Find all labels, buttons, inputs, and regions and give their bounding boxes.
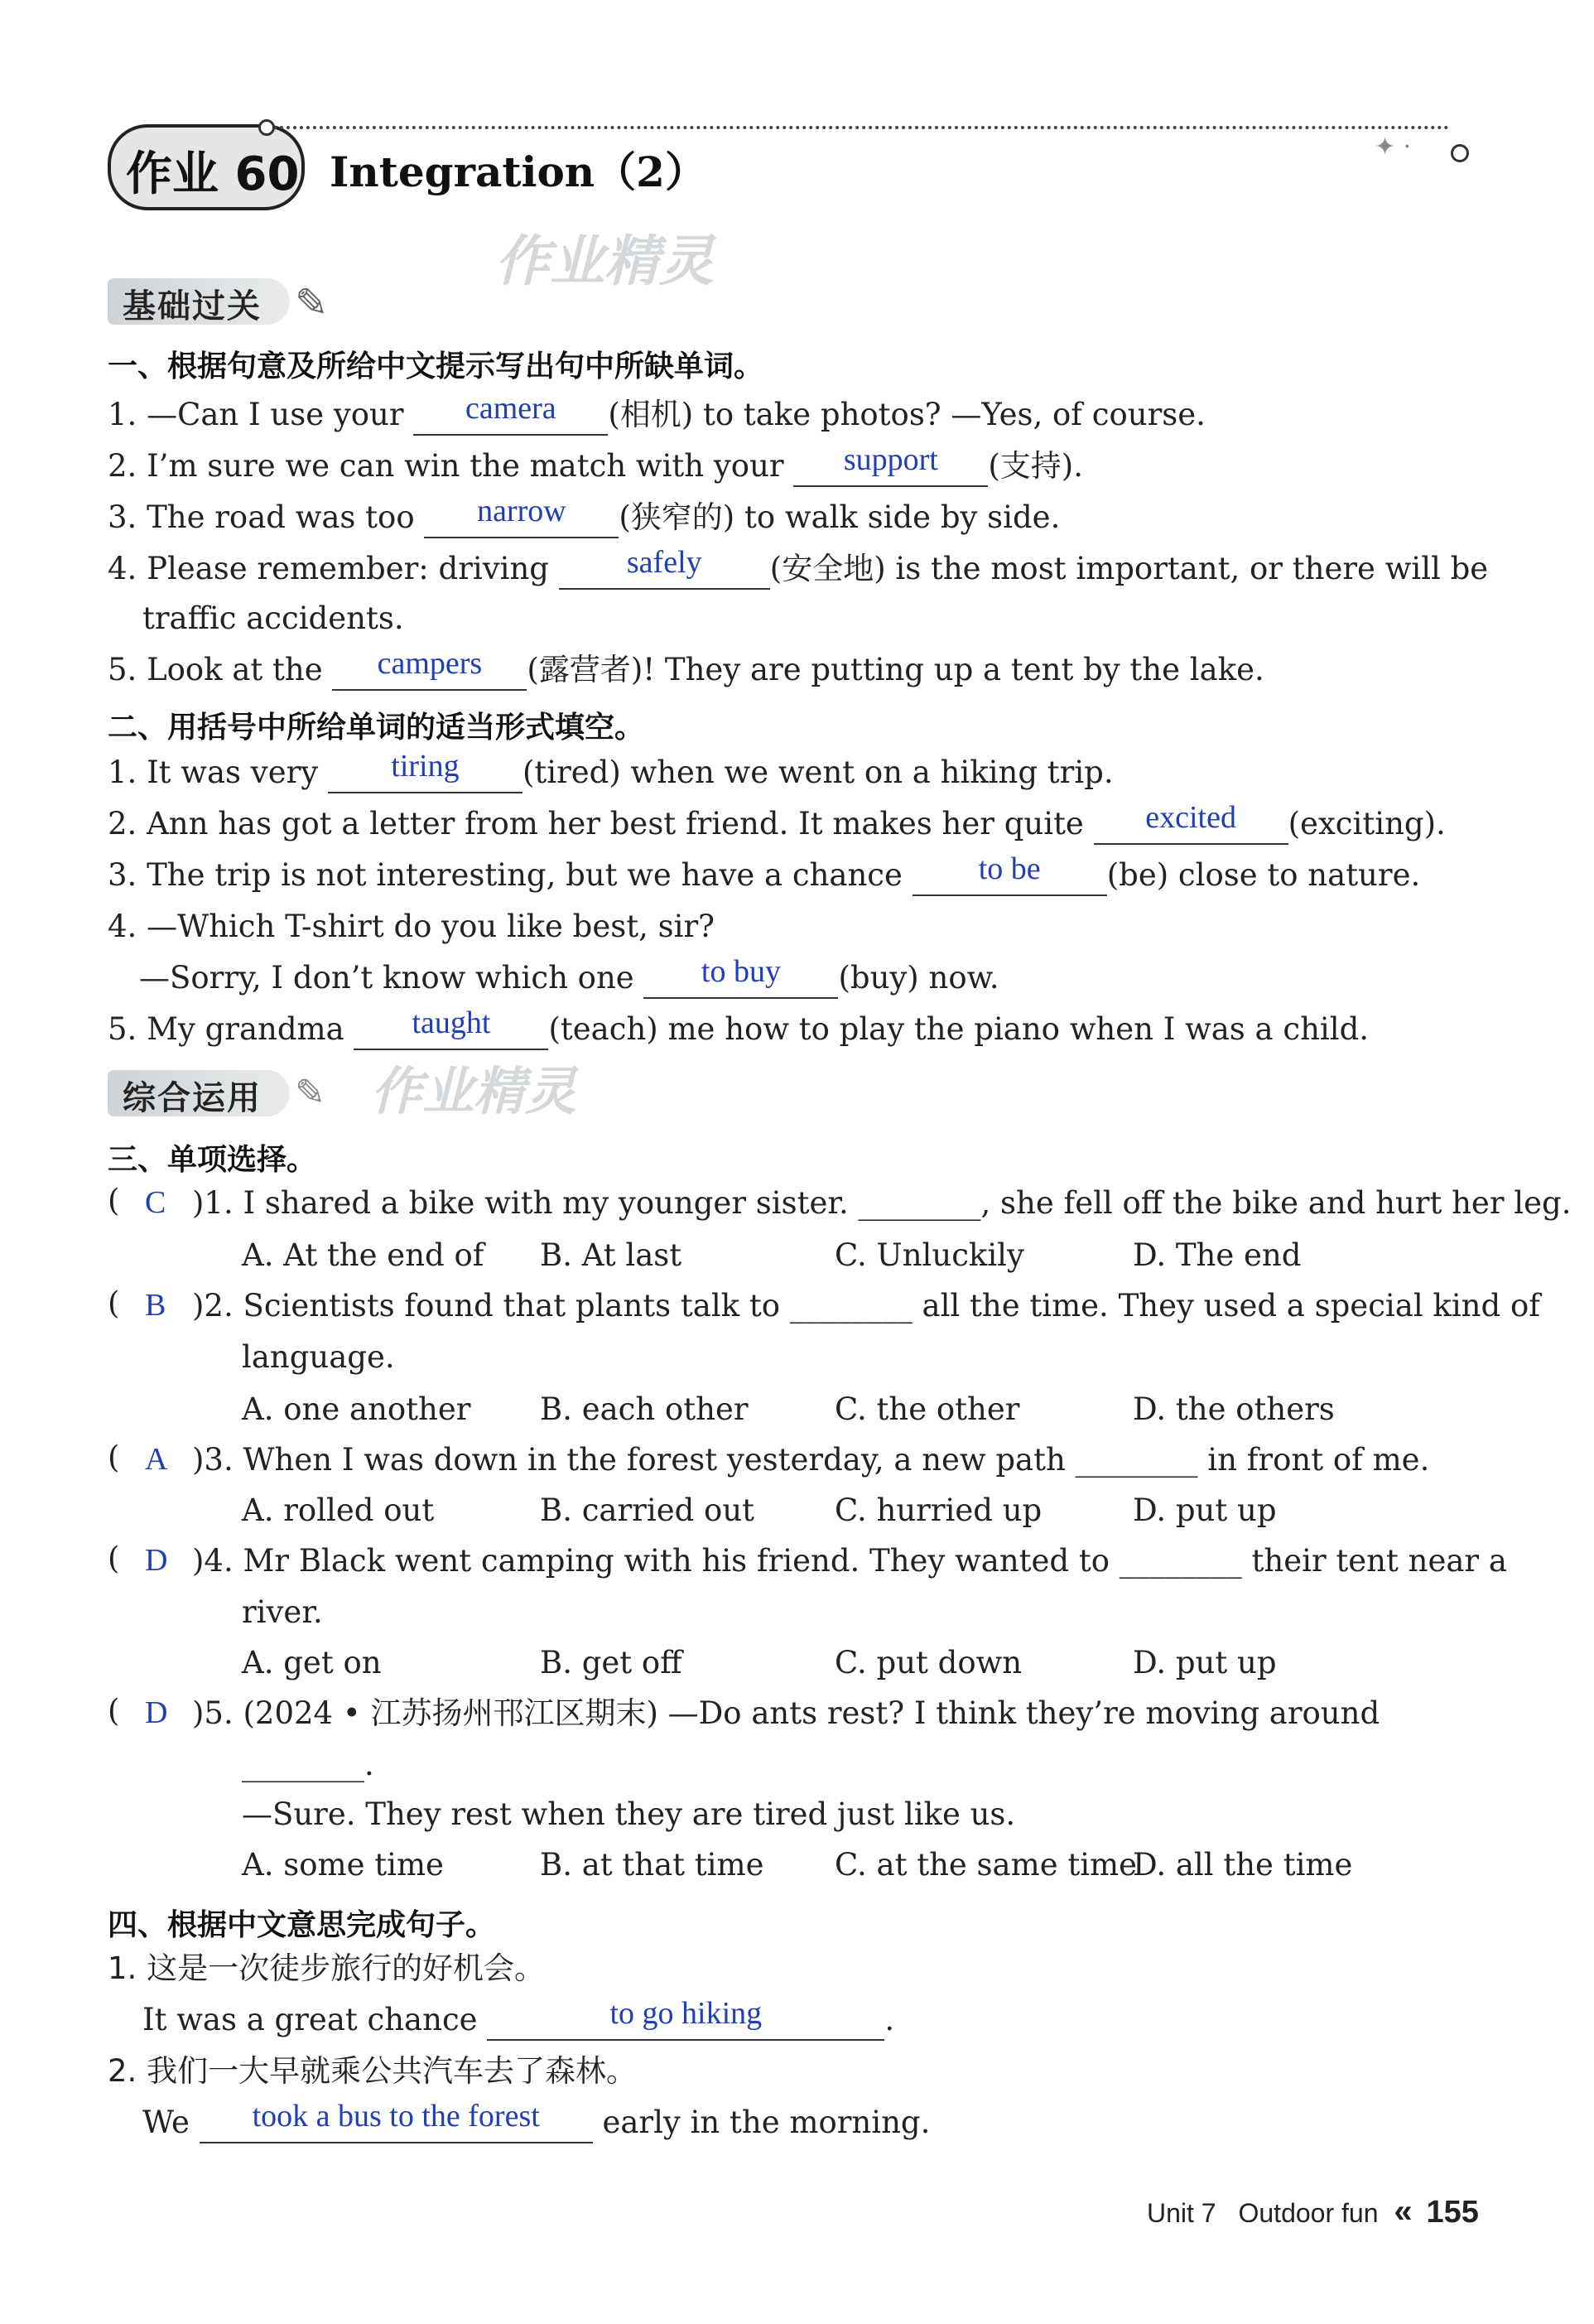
q3-text: )3. When I was down in the forest yesterday, a new path ________ in front of me. bbox=[192, 1442, 1430, 1478]
q4-option-b: B. get off bbox=[540, 1645, 682, 1680]
q5-option-c: C. at the same time bbox=[835, 1847, 1138, 1883]
q2-text-cont: language. bbox=[242, 1339, 395, 1375]
q4-answer: D bbox=[145, 1543, 168, 1578]
answer-text: to buy bbox=[701, 954, 781, 989]
q4-option-a: A. get on bbox=[242, 1645, 382, 1680]
q1-option-a: A. At the end of bbox=[242, 1237, 484, 1273]
header-dotted-rule bbox=[273, 126, 1449, 129]
q1-text: )1. I shared a bike with my younger sister. ________, she fell off the bike and hurt her leg. bbox=[192, 1185, 1572, 1221]
q2-paren: ( bbox=[108, 1285, 120, 1321]
q3-answer: A bbox=[145, 1442, 168, 1477]
q1-paren: ( bbox=[108, 1183, 120, 1218]
q5-option-b: B. at that time bbox=[540, 1847, 764, 1883]
pencil-icon: ✎ bbox=[295, 1072, 325, 1114]
part3-heading: 三、单项选择。 bbox=[108, 1143, 317, 1177]
answer-text: taught bbox=[412, 1005, 491, 1040]
part1-item-2: 2. I’m sure we can win the match with your support (支持). bbox=[108, 446, 1083, 487]
part2-item-4: 4. —Which T-shirt do you like best, sir? bbox=[108, 909, 715, 944]
answer-text: to be bbox=[978, 851, 1041, 886]
part4-item-1-zh: 1. 这是一次徒步旅行的好机会。 bbox=[108, 1950, 546, 1986]
q2-text: )2. Scientists found that plants talk to ________ all the time. They used a special kind of bbox=[192, 1288, 1540, 1324]
q4-text-cont: river. bbox=[242, 1594, 323, 1630]
header-badge bbox=[108, 124, 305, 210]
part1-item-1: 1. —Can I use your camera (相机) to take photos? —Yes, of course. bbox=[108, 394, 1206, 436]
q2-option-d: D. the others bbox=[1133, 1391, 1335, 1427]
answer-text: campers bbox=[377, 646, 483, 681]
q3-option-b: B. carried out bbox=[540, 1492, 755, 1528]
q2-option-c: C. the other bbox=[835, 1391, 1020, 1427]
q5-option-d: D. all the time bbox=[1133, 1847, 1353, 1883]
answer-text: tiring bbox=[391, 749, 460, 784]
page-number: 155 bbox=[1426, 2195, 1479, 2230]
q4-paren: ( bbox=[108, 1540, 120, 1576]
answer-text: to go hiking bbox=[609, 1996, 763, 2031]
answer-text: took a bus to the forest bbox=[252, 2099, 540, 2134]
page-footer bbox=[1147, 2193, 1479, 2230]
part2-item-3: 3. The trip is not interesting, but we have a chance to be (be) close to nature. bbox=[108, 855, 1420, 896]
part4-item-2-zh: 2. 我们一大早就乘公共汽车去了森林。 bbox=[108, 2053, 638, 2089]
q3-option-d: D. put up bbox=[1133, 1492, 1277, 1528]
part1-heading: 一、根据句意及所给中文提示写出句中所缺单词。 bbox=[108, 350, 764, 383]
q5-paren: ( bbox=[108, 1693, 120, 1729]
answer-text: narrow bbox=[477, 494, 566, 528]
part1-item-4-cont: traffic accidents. bbox=[142, 600, 404, 636]
q1-option-d: D. The end bbox=[1133, 1237, 1302, 1273]
q1-option-c: C. Unluckily bbox=[835, 1237, 1024, 1273]
answer-text: excited bbox=[1145, 800, 1236, 835]
q4-text: )4. Mr Black went camping with his friend. They wanted to ________ their tent near a bbox=[192, 1543, 1507, 1579]
section-tag-comprehensive: 综合运用 ✎ bbox=[108, 1063, 331, 1118]
q3-option-c: C. hurried up bbox=[835, 1492, 1043, 1528]
part2-item-2: 2. Ann has got a letter from her best friend. It makes her quite excited (exciting). bbox=[108, 803, 1446, 845]
part2-item-4-reply: —Sorry, I don’t know which one to buy (buy) now. bbox=[139, 957, 999, 999]
watermark: 作业精灵 bbox=[495, 229, 714, 293]
part2-heading: 二、用括号中所给单词的适当形式填空。 bbox=[108, 711, 645, 745]
q5-text: )5. (2024 • 江苏扬州邗江区期末) —Do ants rest? I think they’re moving around bbox=[192, 1695, 1380, 1731]
section-tag-basic: 基础过关 ✎ bbox=[108, 272, 331, 326]
footer-topic: Outdoor fun bbox=[1238, 2198, 1379, 2228]
watermark-2: 作业精灵 bbox=[371, 1061, 577, 1121]
part4-item-2: We took a bus to the forest early in the morning. bbox=[142, 2102, 930, 2143]
q1-option-b: B. At last bbox=[540, 1237, 682, 1273]
q4-option-d: D. put up bbox=[1133, 1645, 1277, 1680]
q2-option-a: A. one another bbox=[242, 1391, 471, 1427]
q3-option-a: A. rolled out bbox=[242, 1492, 435, 1528]
part1-item-5: 5. Look at the campers (露营者)! They are putting up a tent by the lake. bbox=[108, 649, 1264, 691]
answer-text: camera bbox=[465, 391, 556, 426]
part4-heading: 四、根据中文意思完成句子。 bbox=[108, 1908, 496, 1942]
answer-text: support bbox=[843, 442, 938, 477]
q5-text-cont: ________. bbox=[242, 1747, 374, 1782]
part2-item-1: 1. It was very tiring (tired) when we went on a hiking trip. bbox=[108, 752, 1114, 793]
q3-paren: ( bbox=[108, 1439, 120, 1475]
part1-item-4: 4. Please remember: driving safely (安全地) is the most important, or there will be bbox=[108, 548, 1488, 590]
badge-text: 作业 60 bbox=[126, 147, 300, 201]
part2-item-5: 5. My grandma taught (teach) me how to play the piano when I was a child. bbox=[108, 1009, 1369, 1050]
q5-option-a: A. some time bbox=[242, 1847, 444, 1883]
q5-answer: D bbox=[145, 1695, 168, 1730]
q1-answer: C bbox=[145, 1185, 166, 1220]
page-title: Integration（2） bbox=[330, 147, 706, 196]
answer-text: safely bbox=[626, 545, 702, 580]
sparkle-icon: ✦ · bbox=[1375, 133, 1412, 162]
q2-answer: B bbox=[145, 1288, 166, 1323]
part1-item-3: 3. The road was too narrow (狭窄的) to walk side by side. bbox=[108, 497, 1060, 538]
footer-unit: Unit 7 bbox=[1147, 2198, 1216, 2228]
q5-reply: —Sure. They rest when they are tired just like us. bbox=[242, 1796, 1016, 1832]
q2-option-b: B. each other bbox=[540, 1391, 749, 1427]
part4-item-1: It was a great chance to go hiking . bbox=[142, 1999, 894, 2041]
pencil-icon: ✎ bbox=[295, 280, 329, 326]
header-end-circle-icon bbox=[1451, 144, 1469, 162]
q4-option-c: C. put down bbox=[835, 1645, 1023, 1680]
footer-arrows-icon: « bbox=[1394, 2193, 1413, 2230]
header-circle-icon bbox=[258, 119, 275, 136]
